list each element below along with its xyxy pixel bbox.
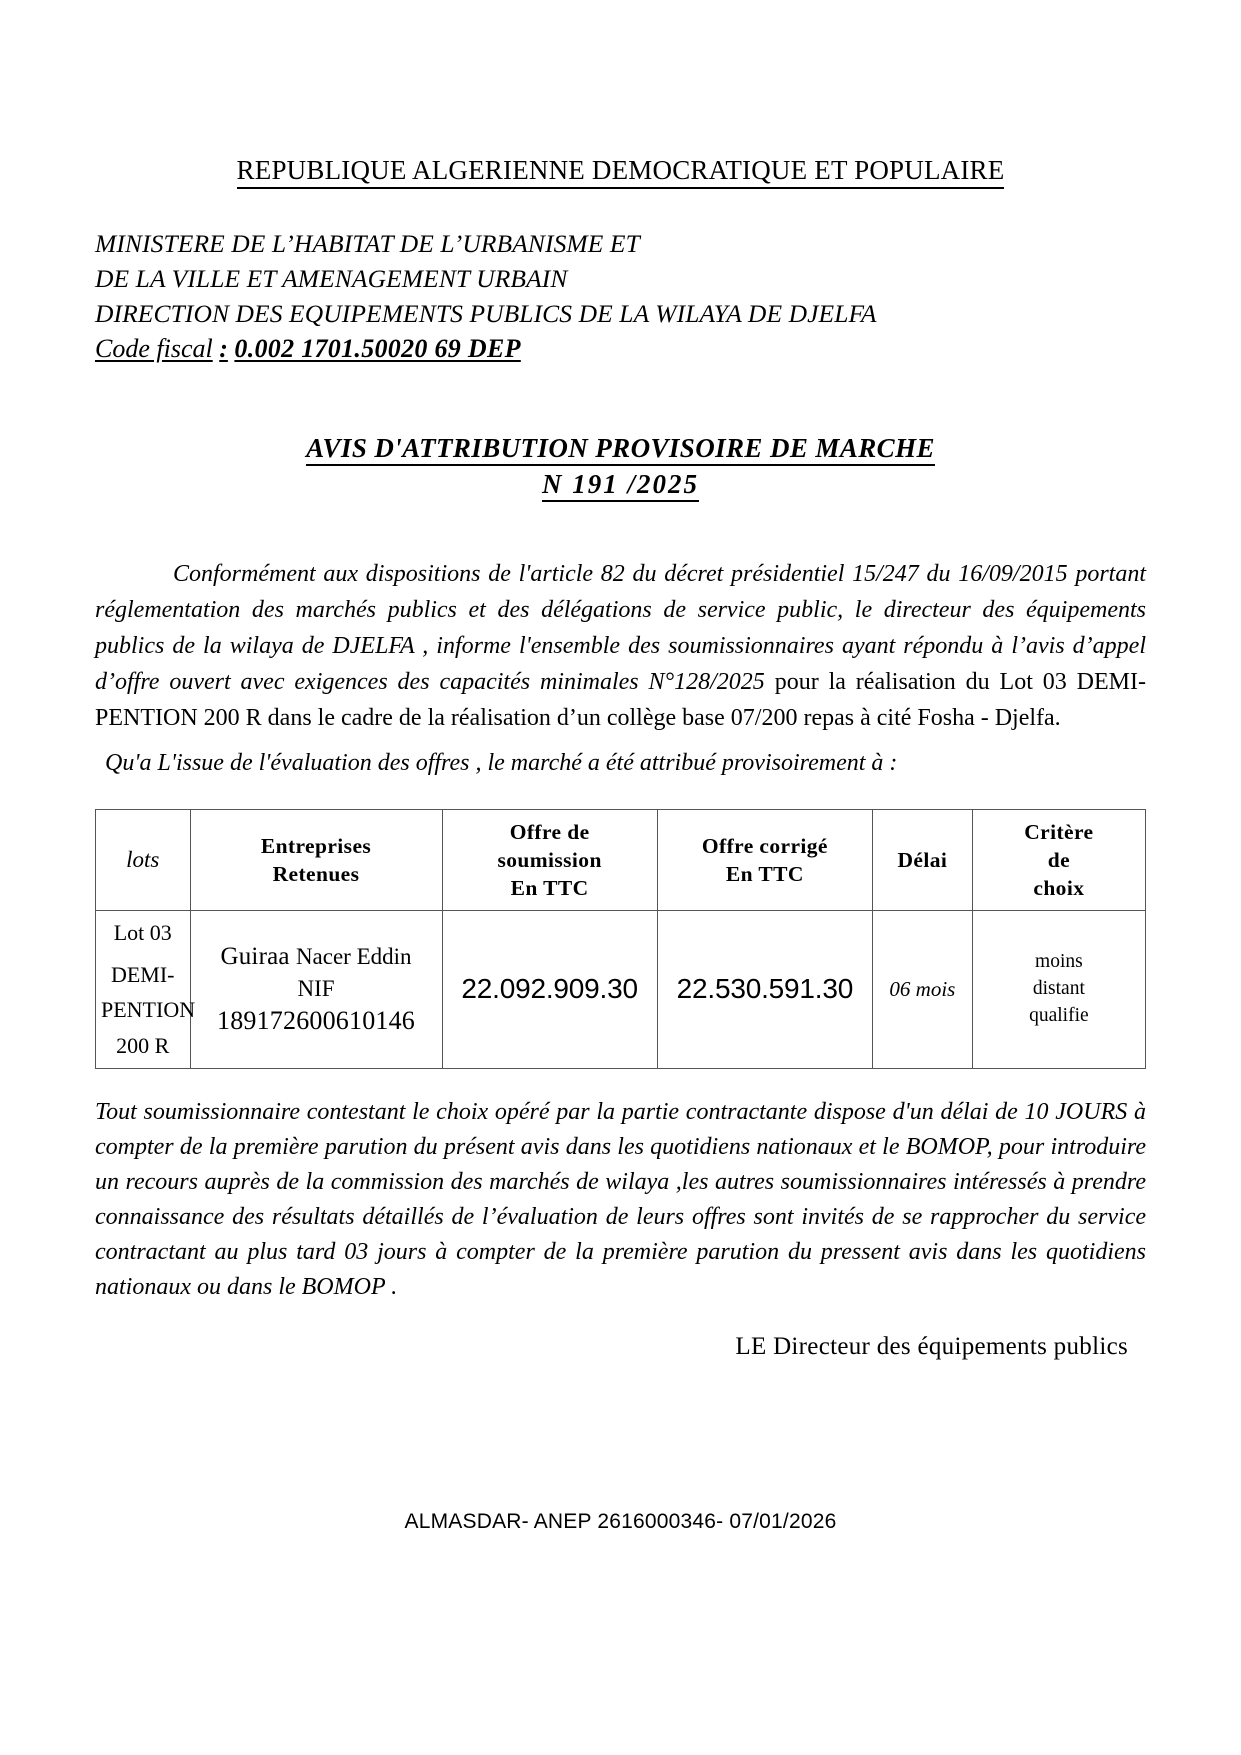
- cell-critere: [972, 911, 1145, 1069]
- cell-offre-corrige: 22.530.591.30: [657, 911, 872, 1069]
- national-header: [95, 155, 1146, 186]
- cell-critere-line-1: moins: [1035, 951, 1083, 973]
- cell-entreprise: [190, 911, 442, 1069]
- header-entreprises-line-1: Entreprises: [260, 833, 372, 858]
- cell-critere-line-3: qualifie: [1029, 1004, 1089, 1026]
- entreprise-surname: Guiraa: [220, 943, 290, 971]
- cell-critere-line-2: distant: [1032, 978, 1085, 1000]
- national-header-text: REPUBLIQUE ALGERIENNE DEMOCRATIQUE ET POPULAIRE: [237, 155, 1005, 189]
- code-fiscal-colon: :: [219, 333, 228, 363]
- cell-lot: [96, 911, 196, 1069]
- header-critere-line-2: de: [1047, 848, 1071, 873]
- header-critere: [972, 810, 1145, 911]
- table-header-row: [96, 810, 1146, 911]
- closing-paragraph: Tout soumissionnaire contestant le choix opéré par la partie contractante dispose d'un délai de 10 JOURS à compter de la première parution du présent avis dans les quotidiens nationaux et le BOMOP, pour introduire un recours auprès de la commission des marchés de wilaya ,les autres soumissionnaires intéressés à prendre connaissance des résultats détaillés de l’évaluation de leurs offres sont invités de se rapprocher du service contractant au plus tard 03 jours à compter de la première parution du pressent avis dans les quotidiens nationaux ou dans le BOMOP .: [95, 1098, 1146, 1300]
- cell-lot-line-4: 200 R: [116, 1033, 170, 1059]
- cell-lot-line-3: PENTION: [101, 997, 196, 1023]
- award-table: [95, 809, 1146, 1069]
- code-fiscal-label: Code fiscal: [95, 333, 213, 363]
- cell-lot-line-1: Lot 03: [113, 920, 172, 946]
- header-offre-corrige-line-2: En TTC: [725, 862, 804, 887]
- header-offre-corrige: [657, 810, 872, 911]
- header-offre-soumission-line-2: soumission: [497, 848, 602, 873]
- header-offre-soumission-line-1: Offre de: [509, 819, 590, 844]
- header-offre-soumission-line-3: En TTC: [510, 876, 589, 901]
- cell-entreprise-name: [196, 940, 437, 973]
- body-paragraph: [95, 556, 1146, 736]
- header-critere-line-1: Critère: [1024, 819, 1094, 844]
- header-critere-line-3: choix: [1033, 876, 1085, 901]
- header-entreprises-line-2: Retenues: [272, 862, 360, 887]
- title-line-1: AVIS D'ATTRIBUTION PROVISOIRE DE MARCHE: [95, 430, 1146, 466]
- entreprise-firstname: Nacer Eddin: [295, 944, 412, 970]
- cell-delai: 06 mois: [873, 911, 973, 1069]
- cell-lot-line-2: DEMI-: [110, 961, 175, 987]
- cell-offre-soumission: 22.092.909.30: [442, 911, 657, 1069]
- ministry-line-2: DE LA VILLE ET AMENAGEMENT URBAIN: [95, 264, 568, 294]
- anep-footer: ALMASDAR- ANEP 2616000346- 07/01/2026: [404, 1510, 837, 1533]
- attribution-intro-line: Qu'a L'issue de l'évaluation des offres , le marché a été attribué provisoirement à :: [105, 750, 898, 777]
- header-offre-corrige-line-1: Offre corrigé: [701, 833, 828, 858]
- cell-nif-label: NIF: [297, 975, 335, 1001]
- ministry-line-1: MINISTERE DE L’HABITAT DE L’URBANISME ET: [95, 229, 640, 258]
- header-lots: lots: [96, 810, 191, 911]
- header-offre-soumission: [442, 810, 657, 911]
- title-line-2: N 191 /2025: [95, 466, 1146, 502]
- ministry-line-3: DIRECTION DES EQUIPEMENTS PUBLICS DE LA WILAYA DE DJELFA: [95, 299, 877, 329]
- page-title: [95, 430, 1146, 503]
- header-entreprises: [190, 810, 442, 911]
- signature-line: LE Directeur des équipements publics: [735, 1332, 1128, 1360]
- code-fiscal-value: 0.002 1701.50020 69 DEP: [234, 333, 521, 363]
- body-paragraph-roman: pour la réalisation du Lot 03 DEMI-PENTION 200 R dans le cadre de la réalisation d’un collège base 07/200 repas à cité Fosha - Djelfa.: [95, 669, 1146, 732]
- ministry-block: [95, 226, 1146, 332]
- table-row: [96, 911, 1146, 1069]
- code-fiscal-line: [95, 334, 1146, 364]
- body-paragraph-italic: Conformément aux dispositions de l'article 82 du décret présidentiel 15/247 du 16/09/2015 portant réglementation des marchés publics et des délégations de service public, le directeur des équipements publics de la wilaya de DJELFA , informe l'ensemble des soumissionnaires ayant répondu à l’avis d’appel d’offre ouvert avec exigences des capacités minimales N°128/2025: [95, 561, 1146, 696]
- cell-nif-number: 189172600610146: [217, 1006, 415, 1036]
- header-delai: Délai: [873, 810, 973, 911]
